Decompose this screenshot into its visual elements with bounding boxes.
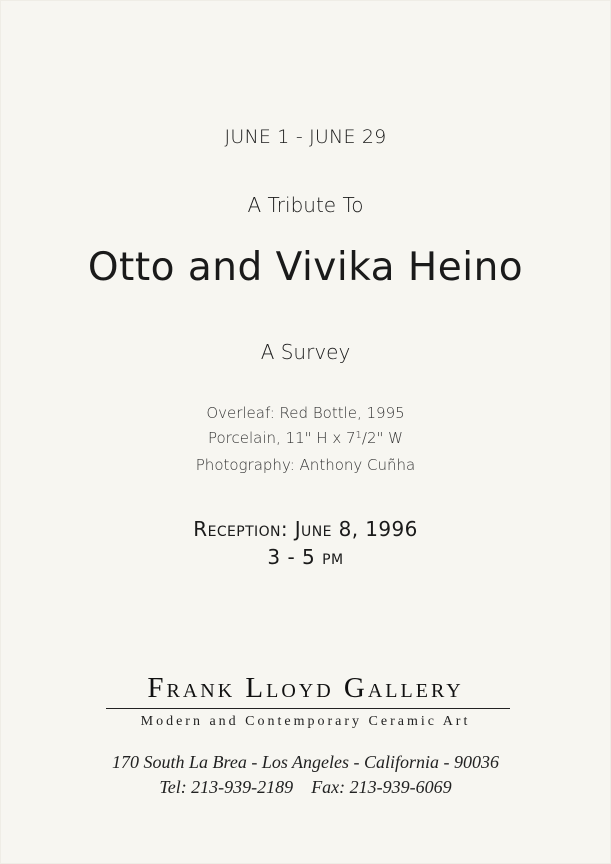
survey-subtitle: A Survey bbox=[260, 340, 351, 364]
gallery-address: 170 South La Brea - Los Angeles - California - 90036 bbox=[112, 752, 499, 772]
caption-artwork: Overleaf: Red Bottle, 1995 bbox=[206, 404, 405, 422]
artists-title: Otto and Vivika Heino bbox=[87, 245, 524, 290]
gallery-name: Frank Lloyd Gallery bbox=[147, 672, 464, 704]
caption-dimensions-end: /2" W bbox=[361, 429, 404, 447]
reception-date: Reception: June 8, 1996 bbox=[193, 517, 418, 541]
caption-photography: Photography: Anthony Cuñha bbox=[195, 456, 416, 474]
caption-dimensions-main: Porcelain, 11" H x 7 bbox=[207, 429, 356, 447]
exhibition-dates: JUNE 1 - JUNE 29 bbox=[224, 126, 387, 148]
gallery-contact bbox=[0, 777, 611, 798]
caption-dimensions bbox=[0, 425, 611, 451]
gallery-fax: Fax: 213-939-6069 bbox=[311, 777, 452, 797]
reception-time: 3 - 5 pm bbox=[267, 545, 344, 569]
gallery-tel: Tel: 213-939-2189 bbox=[159, 777, 294, 797]
gallery-divider bbox=[106, 708, 510, 709]
gallery-subtitle: Modern and Contemporary Ceramic Art bbox=[140, 714, 471, 729]
tribute-heading: A Tribute To bbox=[247, 193, 364, 217]
caption-dimensions-fraction: 1 bbox=[355, 430, 362, 441]
